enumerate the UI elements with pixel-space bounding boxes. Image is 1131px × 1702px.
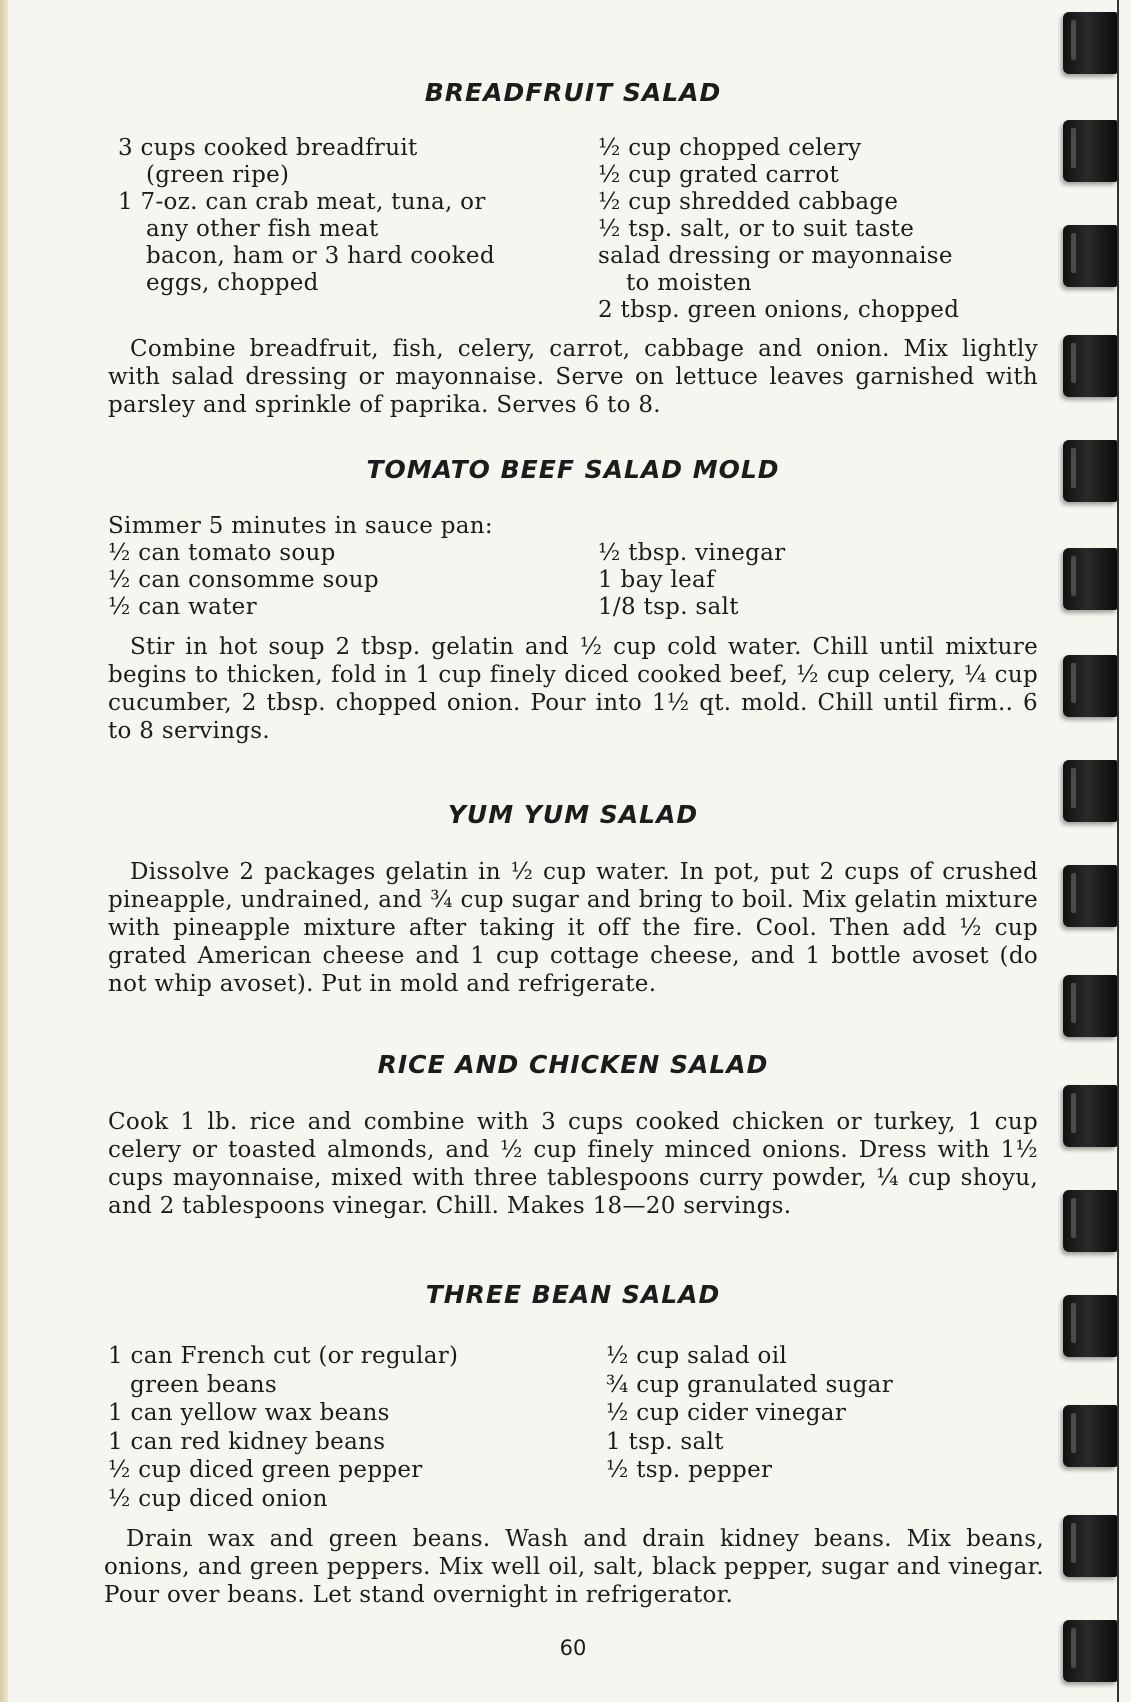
spiral-binding xyxy=(1053,0,1131,1702)
ingredient: (green ripe) xyxy=(146,162,290,188)
ingredient: 1/8 tsp. salt xyxy=(598,594,739,620)
ingredient: 1 can red kidney beans xyxy=(108,1428,386,1455)
ingredient: ½ can water xyxy=(108,594,257,620)
directions-text: Dissolve 2 packages gelatin in ½ cup water. In pot, put 2 cups of crushed pineapple, undrained, and ¾ cup sugar and bring to boil. Mix gelatin mixture with pineapple mixture after taking it off the fire. Cool. Then add ½ cup grated American cheese and 1 cup cottage cheese, and 1 bottle avoset (do not whip avoset). Put in mold and refrigerate. xyxy=(108,859,1038,997)
binding-ring xyxy=(1063,1295,1117,1357)
ingredient: 1 7-oz. can crab meat, tuna, or xyxy=(118,189,486,215)
recipe-directions xyxy=(108,858,1038,998)
ingredient: ¾ cup granulated sugar xyxy=(606,1371,893,1398)
ingredient: ½ cup diced onion xyxy=(108,1485,328,1512)
binding-ring xyxy=(1063,1405,1117,1467)
binding-ring xyxy=(1063,1190,1117,1252)
ingredient: 1 tsp. salt xyxy=(606,1428,724,1455)
ingredient: ½ tsp. salt, or to suit taste xyxy=(598,216,915,242)
recipe-lead: Simmer 5 minutes in sauce pan: xyxy=(108,513,493,539)
ingredient: 1 bay leaf xyxy=(598,567,715,593)
ingredient: bacon, ham or 3 hard cooked xyxy=(146,243,495,269)
page-number: 60 xyxy=(559,1636,587,1660)
binding-ring xyxy=(1063,120,1117,182)
binding-ring xyxy=(1063,975,1117,1037)
recipe-directions xyxy=(108,633,1038,745)
ingredient: ½ cup shredded cabbage xyxy=(598,189,899,215)
ingredient: ½ cup grated carrot xyxy=(598,162,840,188)
recipe-title: THREE BEAN SALAD xyxy=(425,1280,721,1309)
ingredient: 1 can yellow wax beans xyxy=(108,1400,390,1426)
ingredient: 2 tbsp. green onions, chopped xyxy=(598,297,960,323)
recipe-title: RICE AND CHICKEN SALAD xyxy=(377,1050,769,1079)
binding-ring xyxy=(1063,12,1117,74)
ingredients-right xyxy=(606,1342,893,1485)
ingredients-left xyxy=(118,135,495,297)
directions-text: Stir in hot soup 2 tbsp. gelatin and ½ cup cold water. Chill until mixture begins to thicken, fold in 1 cup finely diced cooked beef, ½ cup celery, ¼ cup cucumber, 2 tbsp. chopped onion. Pour into 1½ qt. mold. Chill until firm.. 6 to 8 servings. xyxy=(108,634,1038,744)
ingredients-left xyxy=(108,1342,458,1513)
ingredient: ½ cup diced green pepper xyxy=(108,1457,423,1483)
binding-ring xyxy=(1063,655,1117,717)
ingredient: ½ cup chopped celery xyxy=(598,135,862,161)
ingredients-right xyxy=(598,540,785,621)
ingredient: salad dressing or mayonnaise xyxy=(598,243,953,269)
binding-ring xyxy=(1063,865,1117,927)
recipe-directions xyxy=(104,1525,1044,1609)
ingredient: ½ tsp. pepper xyxy=(606,1457,773,1483)
binding-ring xyxy=(1063,440,1117,502)
recipe-title: YUM YUM SALAD xyxy=(447,800,699,829)
recipe-title: BREADFRUIT SALAD xyxy=(424,78,722,107)
binding-ring xyxy=(1063,335,1117,397)
ingredient: 1 can French cut (or regular) xyxy=(108,1343,459,1369)
binding-edge xyxy=(1117,0,1119,1702)
binding-ring xyxy=(1063,760,1117,822)
ingredient: to moisten xyxy=(626,270,752,296)
ingredient: ½ cup salad oil xyxy=(606,1343,788,1369)
recipe-title: TOMATO BEEF SALAD MOLD xyxy=(366,455,780,484)
ingredients-right xyxy=(598,135,959,324)
directions-text: Drain wax and green beans. Wash and drain kidney beans. Mix beans, onions, and green peppers. Mix well oil, salt, black pepper, sugar and vinegar. Pour over beans. Let stand overnight in refrigerator. xyxy=(104,1526,1044,1608)
ingredient: ½ cup cider vinegar xyxy=(606,1400,847,1426)
binding-ring xyxy=(1063,1085,1117,1147)
ingredient: ½ can tomato soup xyxy=(108,540,336,566)
binding-ring xyxy=(1063,548,1117,610)
binding-ring xyxy=(1063,225,1117,287)
ingredient: 3 cups cooked breadfruit xyxy=(118,135,418,161)
recipe-directions xyxy=(108,1108,1038,1220)
binding-ring xyxy=(1063,1620,1117,1682)
directions-text: Cook 1 lb. rice and combine with 3 cups cooked chicken or turkey, 1 cup celery or toasted almonds, and ½ cup finely minced onions. Dress with 1½ cups mayonnaise, mixed with three tablespoons curry powder, ¼ cup shoyu, and 2 tablespoons vinegar. Chill. Makes 18—20 servings. xyxy=(108,1109,1038,1219)
ingredient: ½ can consomme soup xyxy=(108,567,379,593)
ingredient: ½ tbsp. vinegar xyxy=(598,540,786,566)
recipe-directions xyxy=(108,335,1038,419)
ingredient: any other fish meat xyxy=(146,216,379,242)
binding-ring xyxy=(1063,1515,1117,1577)
page-edge xyxy=(0,0,8,1702)
ingredient: green beans xyxy=(130,1371,278,1398)
ingredient: eggs, chopped xyxy=(146,270,319,296)
ingredients-left xyxy=(108,540,379,621)
directions-text: Combine breadfruit, fish, celery, carrot, cabbage and onion. Mix lightly with salad dressing or mayonnaise. Serve on lettuce leaves garnished with parsley and sprinkle of paprika. Serves 6 to 8. xyxy=(108,336,1038,418)
